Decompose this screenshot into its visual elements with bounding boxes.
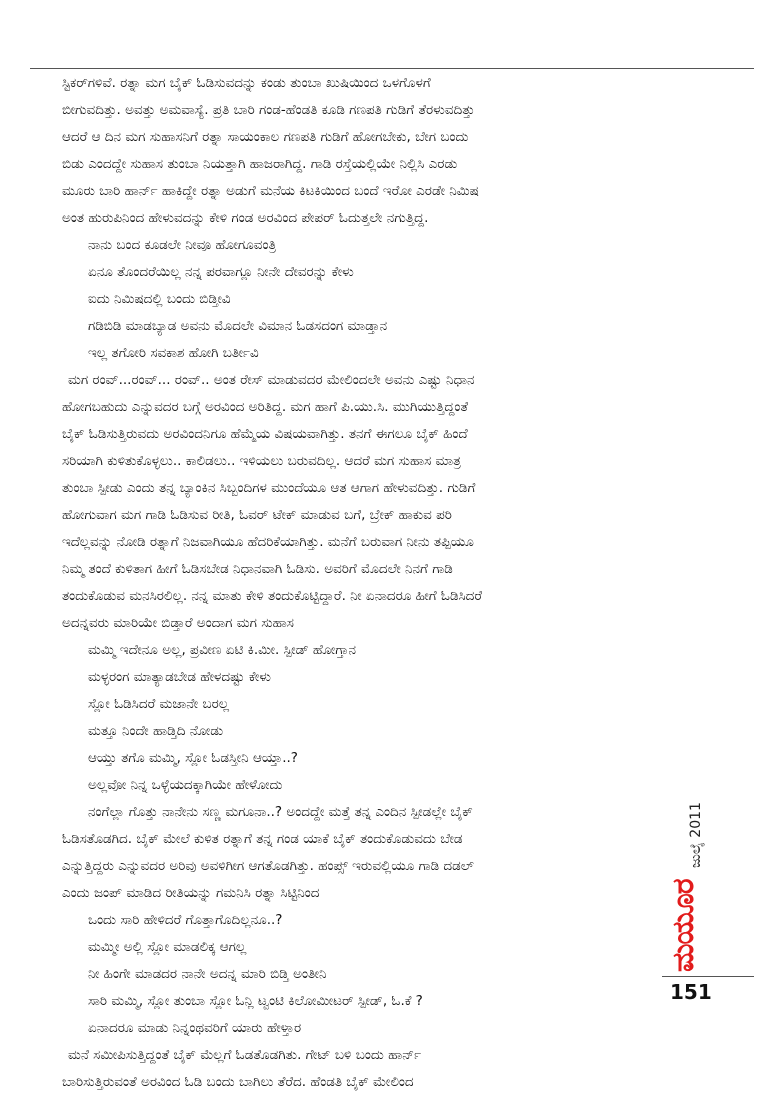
dialogue-line: ಆಯ್ತು ತಗೊ ಮಮ್ಮಿ, ಸ್ಲೋ ಓಡಸ್ತೀನಿ ಆಯ್ತಾ..?	[88, 750, 298, 766]
text-line: ಆದರೆ ಆ ದಿನ ಮಗ ಸುಹಾಸನಿಗೆ ರತ್ನಾ ಸಾಯಂಕಾಲ ಗಣಪತಿ ಗುಡಿಗೆ ಹೋಗಬೇಕು, ಬೇಗ ಬಂದು	[62, 129, 469, 145]
dialogue-line: ಮಮ್ಮೀ ಅಲ್ಲಿ ಸ್ಲೋ ಮಾಡಲಿಕ್ಕ ಆಗಲ್ಲ	[88, 939, 247, 955]
text-line: ಬೀಗುವದಿತ್ತು. ಅವತ್ತು ಅಮವಾಸ್ಯೆ. ಪ್ರತಿ ಬಾರಿ ಗಂಡ-ಹೆಂಡತಿ ಕೂಡಿ ಗಣಪತಿ ಗುಡಿಗೆ ತೆರಳುವದಿತ್ತು	[62, 102, 475, 118]
page-number: 151	[670, 980, 712, 1004]
text-line: ಎನ್ನುತ್ತಿದ್ದರು ಎನ್ನುವದರ ಅರಿವು ಅವಳಿಗೀಗ ಆಗತೊಡಗಿತ್ತು. ಹಂಪ್ಸ್ ಇರುವಲ್ಲಿಯೂ ಗಾಡಿ ದಡಲ್	[62, 858, 474, 874]
text-line: ಹೋಗುವಾಗ ಮಗ ಗಾಡಿ ಓಡಿಸುವ ರೀತಿ, ಓವರ್ ಟೇಕ್ ಮಾಡುವ ಬಗೆ, ಬ್ರೇಕ್ ಹಾಕುವ ಪರಿ	[62, 507, 452, 523]
dialogue-line: ಗಡಿಬಿಡಿ ಮಾಡಬ್ಯಾಡ ಅವನು ಮೊದಲೇ ವಿಮಾನ ಓಡಸದಂಗ ಮಾಡ್ತಾನ	[88, 318, 388, 334]
text-line: ನಿಮ್ಮ ತಂದೆ ಕುಳಿತಾಗ ಹೀಗೆ ಓಡಿಸಬೇಡ ನಿಧಾನವಾಗಿ ಓಡಿಸು. ಅವರಿಗೆ ಮೊದಲೇ ನಿನಗೆ ಗಾಡಿ	[62, 561, 453, 577]
page-number-rule	[662, 976, 754, 977]
text-line: ಹೋಗಬಹುದು ಎನ್ನುವದರ ಬಗ್ಗೆ ಅರವಿಂದ ಅರಿತಿದ್ದ. ಮಗ ಹಾಗೆ ಪಿ.ಯು.ಸಿ. ಮುಗಿಯುತ್ತಿದ್ದಂತೆ	[62, 399, 469, 415]
paragraph-start-line: ನಂಗೆಲ್ಲಾ ಗೊತ್ತು ನಾನೇನು ಸಣ್ಣ ಮಗೂನಾ..? ಅಂದದ್ದೇ ಮತ್ತೆ ತನ್ನ ಎಂದಿನ ಸ್ಪೀಡಲ್ಲೇ ಬೈಕ್	[88, 804, 473, 820]
dialogue-line: ಸ್ಲೋ ಓಡಿಸಿದರೆ ಮಜಾನೇ ಬರಲ್ಲ	[88, 696, 230, 712]
text-line: ಅಂತ ಹುರುಪಿನಿಂದ ಹೇಳುವದನ್ನು ಕೇಳಿ ಗಂಡ ಅರವಿಂದ ಪೇಪರ್ ಓದುತ್ತಲೇ ನಗುತ್ತಿದ್ದ.	[62, 210, 429, 226]
dialogue-line: ಸಾರಿ ಮಮ್ಮಿ, ಸ್ಲೋ ತುಂಬಾ ಸ್ಲೋ ಓನ್ಲಿ ಟ್ವಂಟಿ ಕಿಲೋಮೀಟರ್ ಸ್ಪೀಡ್, ಓ.ಕೆ ?	[88, 993, 423, 1009]
dialogue-line: ಏನಾದರೂ ಮಾಡು ನಿನ್ನಂಥವರಿಗೆ ಯಾರು ಹೇಳ್ತಾರ	[88, 1020, 302, 1036]
dialogue-line: ನೀ ಹಿಂಗೇ ಮಾಡದರ ನಾನೇ ಅದನ್ನ ಮಾರಿ ಬಿಡ್ತಿ ಅಂತೀನಿ	[88, 966, 327, 982]
issue-date: ಜುಲೈ 2011	[688, 802, 704, 868]
dialogue-line: ಐದು ನಿಮಿಷದಲ್ಲಿ ಬಂದು ಬಿಡ್ತೀವಿ	[88, 291, 231, 307]
top-rule	[30, 68, 754, 69]
text-line: ತುಂಬಾ ಸ್ಪೀಡು ಎಂದು ತನ್ನ ಬ್ಯಾಂಕಿನ ಸಿಬ್ಬಂದಿಗಳ ಮುಂದೆಯೂ ಆತ ಆಗಾಗ ಹೇಳುವದಿತ್ತು. ಗುಡಿಗೆ	[62, 480, 476, 496]
dialogue-line: ಅಲ್ಲವೋ ನಿನ್ನ ಒಳ್ಳೆಯದಕ್ಕಾಗಿಯೇ ಹೇಳೋದು	[88, 777, 283, 793]
dialogue-line: ಮಮ್ಮಿ ಇದೇನೂ ಅಲ್ಲ, ಪ್ರವೀಣ ಏಟಿ ಕಿ.ಮೀ. ಸ್ಪೀಡ್ ಹೋಗ್ತಾನ	[88, 642, 357, 658]
text-line: ಬಿಡು ಎಂದದ್ದೇ ಸುಹಾಸ ತುಂಬಾ ನಿಯತ್ತಾಗಿ ಹಾಜರಾಗಿದ್ದ. ಗಾಡಿ ರಸ್ತೆಯಲ್ಲಿಯೇ ನಿಲ್ಲಿಸಿ ಎರಡು	[62, 156, 458, 172]
magazine-name: ಮಯೂರ	[666, 879, 701, 972]
dialogue-line: ಇಲ್ಲ ತಗೋರಿ ಸವಕಾಶ ಹೋಗಿ ಬರ್ತೀವಿ	[88, 345, 259, 361]
paragraph-start-line: ಮನೆ ಸಮೀಪಿಸುತ್ತಿದ್ದಂತೆ ಬೈಕ್ ಮೆಲ್ಲಗೆ ಓಡತೊಡಗಿತು. ಗೇಟ್ ಬಳಿ ಬಂದು ಹಾರ್ನ್	[68, 1047, 422, 1063]
dialogue-line: ಏನೂ ತೊಂದರೆಯಿಲ್ಲ ನನ್ನ ಪರವಾಗ್ಲೂ ನೀನೇ ದೇವರನ್ನು ಕೇಳು	[88, 264, 354, 280]
dialogue-line: ನಾನು ಬಂದ ಕೂಡಲೇ ನೀವೂ ಹೋಗೂವಂತ್ರಿ	[88, 237, 277, 253]
dialogue-line: ಮಳ್ಳರಂಗ ಮಾತ್ಯಾಡಬೇಡ ಹೇಳದಷ್ಟು ಕೇಳು	[88, 669, 271, 685]
paragraph-start-line: ಮಗ ರಂವ್...ರಂವ್... ರಂವ್.. ಅಂತ ರೇಸ್ ಮಾಡುವದರ ಮೇಲಿಂದಲೇ ಅವನು ಎಷ್ಟು ನಿಧಾನ	[68, 372, 475, 388]
text-line: ಮೂರು ಬಾರಿ ಹಾರ್ನ್ ಹಾಕಿದ್ದೇ ರತ್ನಾ ಅಡುಗೆ ಮನೆಯ ಕಿಟಕಿಯಿಂದ ಬಂದೆ ಇರೋ ಎರಡೇ ನಿಮಿಷ	[62, 183, 479, 199]
article-body	[62, 70, 662, 1096]
text-line: ಸ್ಟಿಕರ್‌ಗಳಿವೆ. ರತ್ನಾ ಮಗ ಬೈಕ್ ಓಡಿಸುವದನ್ನು ಕಂಡು ತುಂಬಾ ಖುಷಿಯಿಂದ ಒಳಗೊಳಗೆ	[62, 75, 431, 91]
text-line: ಅದನ್ನವರು ಮಾರಿಯೇ ಬಿಡ್ತಾರೆ ಅಂದಾಗ ಮಗ ಸುಹಾಸ	[62, 615, 294, 631]
text-line: ಬೈಕ್ ಓಡಿಸುತ್ತಿರುವದು ಅರವಿಂದನಿಗೂ ಹೆಮ್ಮೆಯ ವಿಷಯವಾಗಿತ್ತು. ತನಗೆ ಈಗಲೂ ಬೈಕ್ ಹಿಂದೆ	[62, 426, 468, 442]
text-line: ಸರಿಯಾಗಿ ಕುಳಿತುಕೊಳ್ಳಲು.. ಕಾಲಿಡಲು.. ಇಳಿಯಲು ಬರುವದಿಲ್ಲ. ಆದರೆ ಮಗ ಸುಹಾಸ ಮಾತ್ರ	[62, 453, 461, 469]
text-line: ಓಡಿಸತೊಡಗಿದ. ಬೈಕ್ ಮೇಲೆ ಕುಳಿತ ರತ್ನಾಗೆ ತನ್ನ ಗಂಡ ಯಾಕೆ ಬೈಕ್ ತಂದುಕೊಡುವದು ಬೇಡ	[62, 831, 463, 847]
text-line: ಇದೆಲ್ಲವನ್ನು ನೋಡಿ ರತ್ನಾಗೆ ನಿಜವಾಗಿಯೂ ಹೆದರಿಕೆಯಾಗಿತ್ತು. ಮನೆಗೆ ಬರುವಾಗ ನೀನು ತಪ್ಪಿಯೂ	[62, 534, 474, 550]
text-line: ಎಂದು ಜಂಪ್ ಮಾಡಿದ ರೀತಿಯನ್ನು ಗಮನಿಸಿ ರತ್ನಾ ಸಿಟ್ಟಿನಿಂದ	[62, 885, 320, 901]
dialogue-line: ಮತ್ತೂ ನಿಂದೇ ಹಾಡ್ತಿದಿ ನೋಡು	[88, 723, 224, 739]
text-line: ತಂದುಕೊಡುವ ಮನಸಿರಲಿಲ್ಲ. ನನ್ನ ಮಾತು ಕೇಳಿ ತಂದುಕೊಟ್ಟಿದ್ದಾರೆ. ನೀ ಏನಾದರೂ ಹೀಗೆ ಓಡಿಸಿದರೆ	[62, 588, 483, 604]
side-margin	[662, 790, 754, 1000]
text-line: ಬಾರಿಸುತ್ತಿರುವಂತೆ ಅರವಿಂದ ಓಡಿ ಬಂದು ಬಾಗಿಲು ತೆರೆದ. ಹೆಂಡತಿ ಬೈಕ್ ಮೇಲಿಂದ	[62, 1074, 414, 1090]
dialogue-line: ಒಂದು ಸಾರಿ ಹೇಳಿದರೆ ಗೊತ್ತಾಗೊದಿಲ್ಲನೂ..?	[88, 912, 283, 928]
